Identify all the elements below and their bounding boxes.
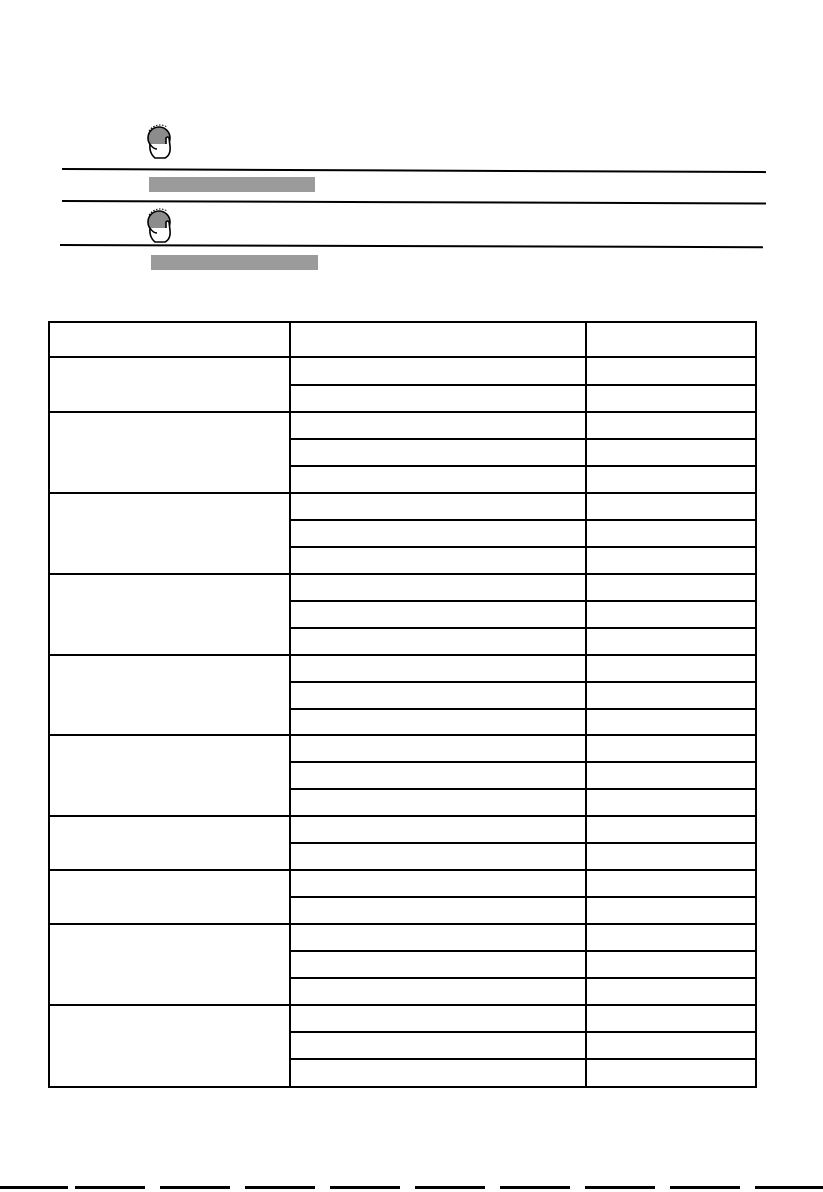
- header-divider: [50, 356, 755, 358]
- group-divider: [50, 654, 755, 656]
- footer-dash-segment: [755, 1186, 823, 1189]
- row-divider: [289, 681, 755, 683]
- group-divider: [50, 492, 755, 494]
- rotary-knob-hand-icon: [140, 122, 182, 164]
- row-divider: [289, 546, 755, 548]
- step-1-highlight-bar: [149, 177, 315, 192]
- footer-dash-segment: [75, 1186, 145, 1189]
- row-divider: [289, 977, 755, 979]
- row-divider: [289, 708, 755, 710]
- footer-dash-segment: [0, 1186, 68, 1189]
- row-divider: [289, 761, 755, 763]
- table-grid: [50, 323, 755, 1086]
- step-1-bottom-rule: [62, 200, 766, 204]
- group-divider: [50, 411, 755, 413]
- group-divider: [50, 734, 755, 736]
- group-divider: [50, 869, 755, 871]
- row-divider: [289, 465, 755, 467]
- footer-dash-segment: [500, 1186, 570, 1189]
- footer-dash-segment: [245, 1186, 315, 1189]
- rotary-knob-hand-icon: [140, 206, 182, 248]
- footer-dash-segment: [160, 1186, 230, 1189]
- row-divider: [289, 788, 755, 790]
- row-divider: [289, 950, 755, 952]
- step-1-knob-icon: [140, 122, 182, 169]
- footer-dash-segment: [670, 1186, 740, 1189]
- row-divider: [289, 519, 755, 521]
- row-divider: [289, 438, 755, 440]
- step-1-rule: [62, 168, 766, 173]
- row-divider: [289, 1058, 755, 1060]
- footer-dash-segment: [330, 1186, 400, 1189]
- footer-dash-segment: [585, 1186, 655, 1189]
- row-divider: [289, 384, 755, 386]
- group-divider: [50, 1004, 755, 1006]
- row-divider: [289, 842, 755, 844]
- row-divider: [289, 896, 755, 898]
- settings-table: [48, 321, 757, 1088]
- row-divider: [289, 627, 755, 629]
- group-divider: [50, 815, 755, 817]
- row-divider: [289, 1031, 755, 1033]
- group-divider: [50, 573, 755, 575]
- row-divider: [289, 600, 755, 602]
- group-divider: [50, 923, 755, 925]
- step-2-highlight-bar: [151, 255, 318, 270]
- footer-dash-segment: [415, 1186, 485, 1189]
